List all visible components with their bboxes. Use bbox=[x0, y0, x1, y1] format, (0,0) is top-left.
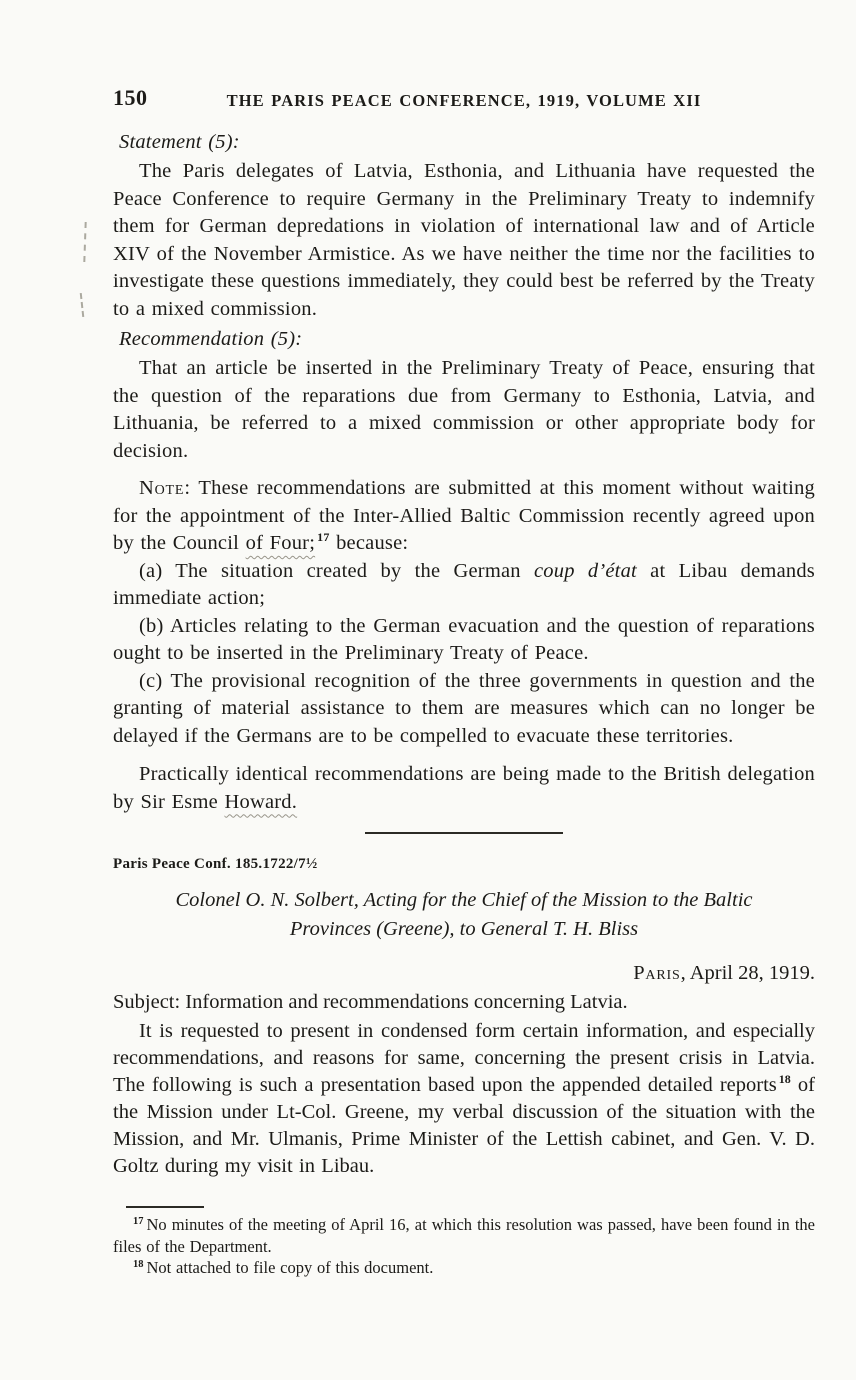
dateline bbox=[113, 959, 815, 987]
footnote-17 bbox=[113, 1214, 815, 1257]
dateline-place: Paris bbox=[633, 962, 681, 984]
footnote-18 bbox=[113, 1257, 815, 1279]
coup-detat-phrase: coup d’état bbox=[533, 559, 637, 582]
letter-heading-line-2: Provinces (Greene), to General T. H. Bliss bbox=[289, 918, 639, 940]
footnote-ref-18: 18 bbox=[778, 1072, 791, 1087]
running-title: THE PARIS PEACE CONFERENCE, 1919, VOLUME XII bbox=[226, 91, 702, 110]
letter-section bbox=[113, 856, 815, 1180]
statement-heading: Statement (5): bbox=[119, 131, 240, 153]
memorandum-section bbox=[113, 84, 815, 834]
note-label: Note bbox=[139, 477, 185, 499]
letter-heading bbox=[113, 886, 815, 944]
footnote-18-number: 18 bbox=[133, 1258, 144, 1270]
note-paragraph bbox=[113, 475, 815, 558]
letter-body-paragraph bbox=[113, 1018, 815, 1180]
section-divider bbox=[365, 832, 563, 834]
letter-body-end: of the Mission under Lt-Col. Greene, my verbal discussion of the situation with the Mission, and Mr. Ulmanis, Prime Minister of the Lettish cabinet, and Gen. V. D. Goltz during my visit in Libau. bbox=[113, 1074, 816, 1177]
footnote-ref-17: 17 bbox=[317, 530, 330, 545]
dateline-rest: , April 28, 1919. bbox=[680, 962, 815, 984]
closing-before: Practically identical recommendations are being made to the British delegation by Sir Esme bbox=[113, 763, 815, 813]
footnote-rule bbox=[126, 1206, 204, 1208]
statement-paragraph: The Paris delegates of Latvia, Esthonia, and Lithuania have requested the Peace Conference to require Germany in the Preliminary Treaty to indemnify them for German depredations in violation of international law and of Article XIV of the November Armistice. As we have neither the time nor the facilities to investigate these questions immediately, they could best be referred by the Treaty to a mixed commission. bbox=[113, 160, 815, 320]
recommendation-heading: Recommendation (5): bbox=[119, 328, 303, 350]
page-number: 150 bbox=[113, 85, 148, 110]
pencil-margin-mark bbox=[83, 222, 86, 262]
footnote-17-number: 17 bbox=[133, 1215, 144, 1227]
letter-heading-line-1: Colonel O. N. Solbert, Acting for the Chief of the Mission to the Baltic bbox=[175, 889, 753, 911]
letter-body-start: It is requested to present in condensed form certain information, and especially recommendations, and reasons for same, concerning the present crisis in Latvia. The following is such a presentation based upon the appended detailed reports bbox=[113, 1020, 815, 1096]
note-body-start: : These recommendations are submitted at this moment without waiting for the appointment of the Inter-Allied Baltic Commission recently agreed upon by the Council bbox=[113, 477, 815, 554]
reason-item-a bbox=[113, 558, 815, 613]
pencil-margin-mark bbox=[80, 293, 84, 317]
running-head bbox=[113, 84, 815, 112]
reason-a-before: (a) The situation created by the German bbox=[139, 559, 534, 582]
footnotes-section bbox=[113, 1206, 815, 1279]
closing-paragraph bbox=[113, 761, 815, 816]
closing-underlined-name: Howard. bbox=[224, 790, 298, 813]
subject-line: Subject: Information and recommendations concerning Latvia. bbox=[113, 991, 628, 1013]
footnote-18-text: Not attached to file copy of this document. bbox=[146, 1258, 434, 1277]
archive-citation: Paris Peace Conf. 185.1722/7½ bbox=[113, 856, 318, 872]
note-underlined-phrase: of Four; bbox=[245, 532, 316, 554]
reason-item-c: (c) The provisional recognition of the three governments in question and the granting of material assistance to them are measures which can no longer be delayed if the Germans are to be compelled to evacuate these territories. bbox=[113, 669, 815, 747]
recommendation-paragraph: That an article be inserted in the Preliminary Treaty of Peace, ensuring that the question of the reparations due from Germany to Esthonia, Latvia, and Lithuania, be referred to a mixed commission or other appropriate body for decision. bbox=[113, 357, 815, 462]
footnote-17-text: No minutes of the meeting of April 16, at which this resolution was passed, have been found in the files of the Department. bbox=[113, 1215, 815, 1256]
note-body-end: because: bbox=[329, 532, 409, 554]
reason-a-after: at Libau demands immediate action; bbox=[113, 559, 815, 609]
reason-item-b: (b) Articles relating to the German evacuation and the question of reparations ought to be inserted in the Preliminary Treaty of Peace. bbox=[113, 614, 815, 664]
